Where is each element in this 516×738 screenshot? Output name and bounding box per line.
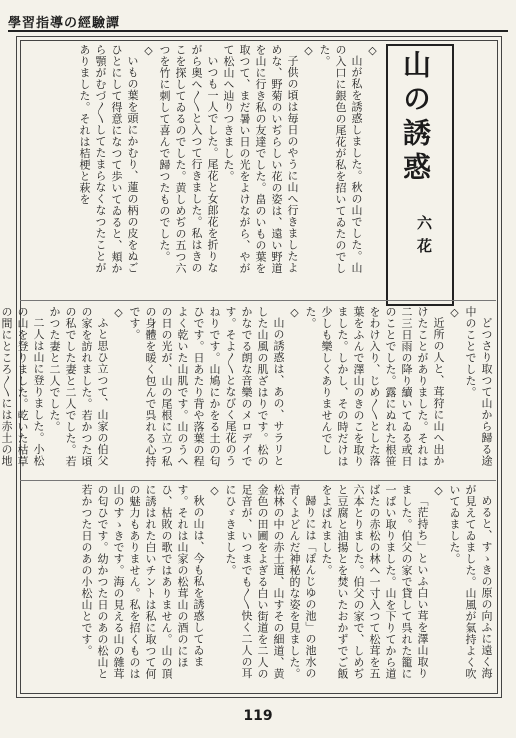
paragraph: めると、すゝきの原の向ふに遠く海が見えてゐました。山風が氣持よく吹いてゐました。: [448, 484, 493, 680]
paragraph: いもの葉を頭にかむり、蓮の柄の皮をぬごひとにして得意になつて歩いてゐると、頬から顎がむづ〳〵してたまらなくなつたことがありました。それは桔梗と萩を: [78, 44, 139, 274]
paragraph: 歸りには「ぽんじゆの池」の池水の青くよどんだ神秘的な姿を見ました。松林の中の赤土道、山すその細道、黄金色の田圃をよぎる白い街道を二人の足音が、いつまでも〳〵快く二人の耳にひゞきました。: [224, 484, 317, 680]
section-mark: ◇: [208, 484, 221, 498]
paragraph: 近所の人と、茸狩に山へ出かけたことがありました。それは二三日雨の降り續いてゐる或日のことでした。露にぬれた根笹をわけ入り、じめ〳〵とした落葉をふんで澤山のきのこを取りました。しかし、その時だけは少しも樂しくありませんでした。: [304, 306, 445, 467]
section-mark: ◇: [448, 306, 461, 320]
article-title: 山の誘惑: [399, 50, 432, 186]
page-number: 119: [243, 708, 273, 724]
section-mark: ◇: [366, 44, 379, 58]
series-title: 學習指導の經驗譚: [8, 16, 121, 31]
paragraph: 二人は山に登りました。小松の山を登りました。乾いた枯草の間にところ〳〵には赤土の地: [0, 306, 45, 467]
section-mark: ◇: [112, 306, 125, 320]
paragraph: ふと思ひ立つて、山家の伯父の家を訪れました。若かつた頃の私でした妻と二人でした。若かつた妻と二人でした。: [48, 306, 109, 467]
paragraph: 山の誘惑は、あの、サラリとした山風の肌ざはりです。松のかなでる朗な音樂のメロデイです。そよ〳〵となびく尾花のうねりです。山鳩にかをる土の匂ひです。日あたり背や落葉の程よく乾いた山肌です。山のうへの日の光が、山の尾根に立つ私の身體を暖く包んで呉れる心持です。: [128, 306, 285, 467]
section-mark: ◇: [432, 484, 445, 498]
paragraph: どつさり取つて山から歸る途中のことでした。: [464, 306, 493, 467]
paragraph: いつも一人でした。尾花と女郎花を折りながら奥へ〳〵と入つて行きました。私はきのこを探してゐるのでした。黄しめぢの五つ六つを竹に刺して喜んで歸つたものでした。: [158, 44, 219, 274]
running-header: [8, 12, 508, 32]
tier-divider: [20, 480, 496, 481]
text-tier-bottom: [26, 484, 494, 689]
section-mark: ◇: [288, 306, 301, 320]
paragraph: 山が私を誘惑しました。秋の山でした。山の入口に銀色の尾花が私を招いてゐたのでした。: [318, 44, 363, 274]
paragraph: 子供の頃は毎日のやうに山へ行きましたよめな、野菊のいぢらしい花の姿は、遠い野道を山に行き私の友達でした。畠のいもの葉を取つて、まだ暑い日の光をよけながら、やがて松山へ辿りつきました。: [222, 44, 299, 274]
paragraph: 「茫持ち」といふ白い茸を澤山取りました。伯父の家で貸して呉れた籠に一ぱい取りました。山を下りてから道ばたの赤松の林へ一寸入つて松茸を五六本とりました。伯父の家で、しめぢと豆腐と油揚とを焚いたおかずでご飯をよばれました。: [320, 484, 429, 680]
article-author: 六花: [415, 215, 433, 261]
tier-divider: [20, 300, 496, 301]
paragraph: 秋の山は、今も私を誘惑してゐます。それは山家の松茸山の酒のにほひ、枯敗の歌ではありません。山の頂に誘はれた白いチントは私に取つて何の魅力もありません。私を招くものは山のすゝきです。海の見える山の雜茸の匂ひです。幼かつた日のあの松山と若かつた日のあの小松山とです。: [80, 484, 205, 680]
section-mark: ◇: [302, 44, 315, 58]
text-tier-top: [26, 44, 380, 284]
text-tier-middle: [0, 306, 494, 476]
section-mark: ◇: [142, 44, 155, 58]
